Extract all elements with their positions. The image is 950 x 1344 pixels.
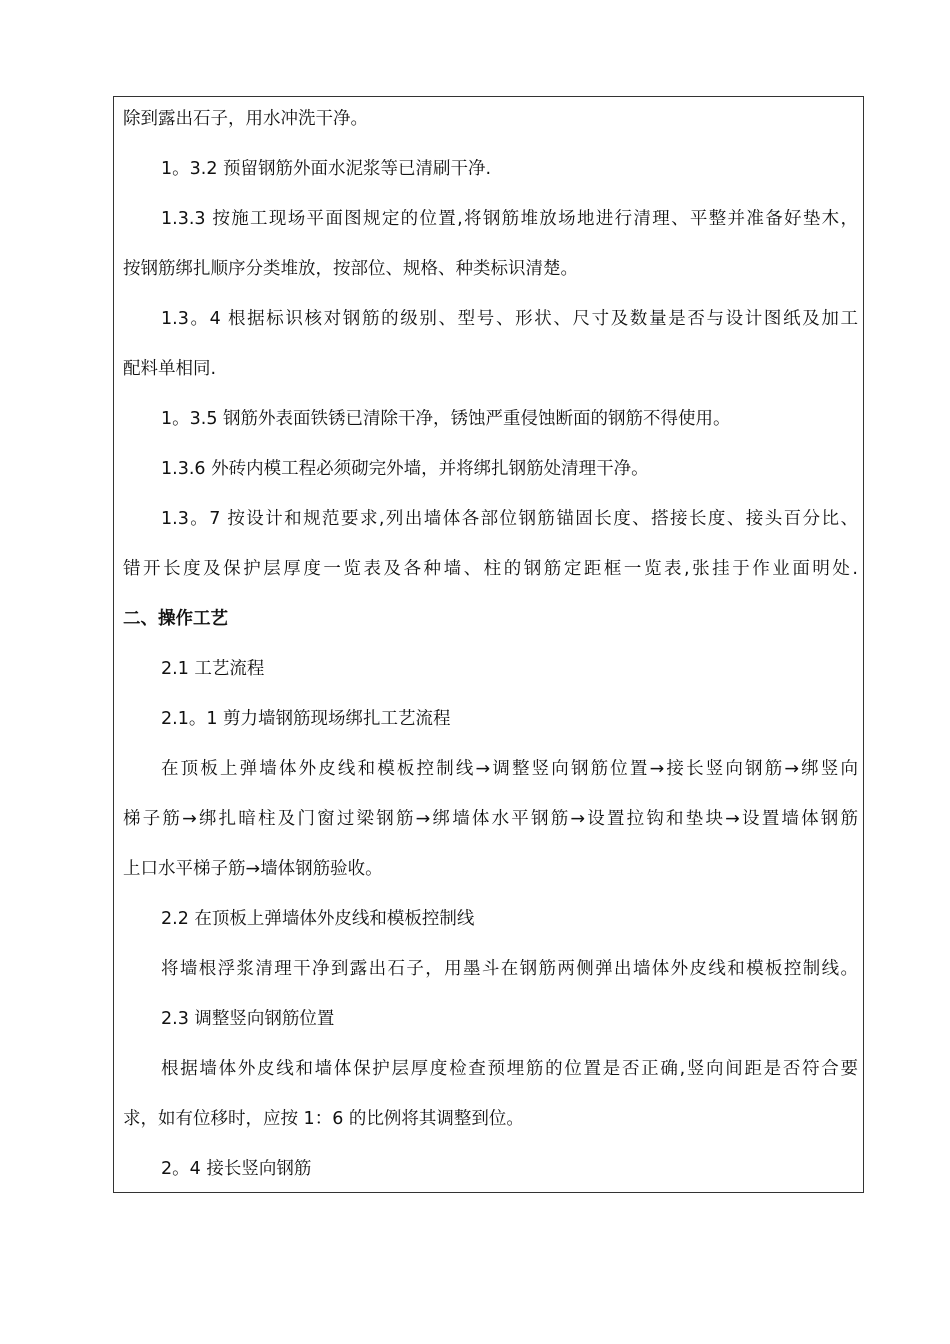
paragraph-line: 1.3.3 按施工现场平面图规定的位置,将钢筋堆放场地进行清理、平整并准备好垫木，	[161, 209, 858, 229]
paragraph-line: 按钢筋绑扎顺序分类堆放，按部位、规格、种类标识清楚。	[123, 259, 578, 279]
paragraph-line: 上口水平梯子筋→墙体钢筋验收。	[123, 859, 383, 879]
paragraph-line: 1。3.2 预留钢筋外面水泥浆等已清刷干净.	[161, 159, 492, 179]
paragraph-line: 求，如有位移时，应按 1：6 的比例将其调整到位。	[123, 1109, 524, 1129]
paragraph-line: 1。3.5 钢筋外表面铁锈已清除干净，锈蚀严重侵蚀断面的钢筋不得使用。	[161, 409, 731, 429]
paragraph-line: 2.1。1 剪力墙钢筋现场绑扎工艺流程	[161, 709, 451, 729]
section-heading: 二、操作工艺	[123, 609, 228, 629]
paragraph-line: 在顶板上弹墙体外皮线和模板控制线→调整竖向钢筋位置→接长竖向钢筋→绑竖向	[161, 759, 858, 779]
paragraph-line: 2.1 工艺流程	[161, 659, 265, 679]
paragraph-line: 2.3 调整竖向钢筋位置	[161, 1009, 335, 1029]
paragraph-line: 梯子筋→绑扎暗柱及门窗过梁钢筋→绑墙体水平钢筋→设置拉钩和垫块→设置墙体钢筋	[123, 809, 858, 829]
paragraph-line: 2.2 在顶板上弹墙体外皮线和模板控制线	[161, 909, 475, 929]
paragraph-line: 除到露出石子，用水冲洗干净。	[123, 109, 368, 129]
paragraph-line: 根据墙体外皮线和墙体保护层厚度检查预埋筋的位置是否正确,竖向间距是否符合要	[161, 1059, 858, 1079]
paragraph-line: 将墙根浮浆清理干净到露出石子，用墨斗在钢筋两侧弹出墙体外皮线和模板控制线。	[161, 959, 858, 979]
paragraph-line: 1.3。7 按设计和规范要求,列出墙体各部位钢筋锚固长度、搭接长度、接头百分比、	[161, 509, 858, 529]
paragraph-line: 2。4 接长竖向钢筋	[161, 1159, 312, 1179]
paragraph-line: 1.3.6 外砖内模工程必须砌完外墙，并将绑扎钢筋处清理干净。	[161, 459, 649, 479]
paragraph-line: 1.3。4 根据标识核对钢筋的级别、型号、形状、尺寸及数量是否与设计图纸及加工	[161, 309, 858, 329]
paragraph-line: 配料单相同.	[123, 359, 217, 379]
paragraph-line: 错开长度及保护层厚度一览表及各种墙、柱的钢筋定距框一览表,张挂于作业面明处.	[123, 559, 858, 579]
document-frame	[113, 96, 864, 1193]
